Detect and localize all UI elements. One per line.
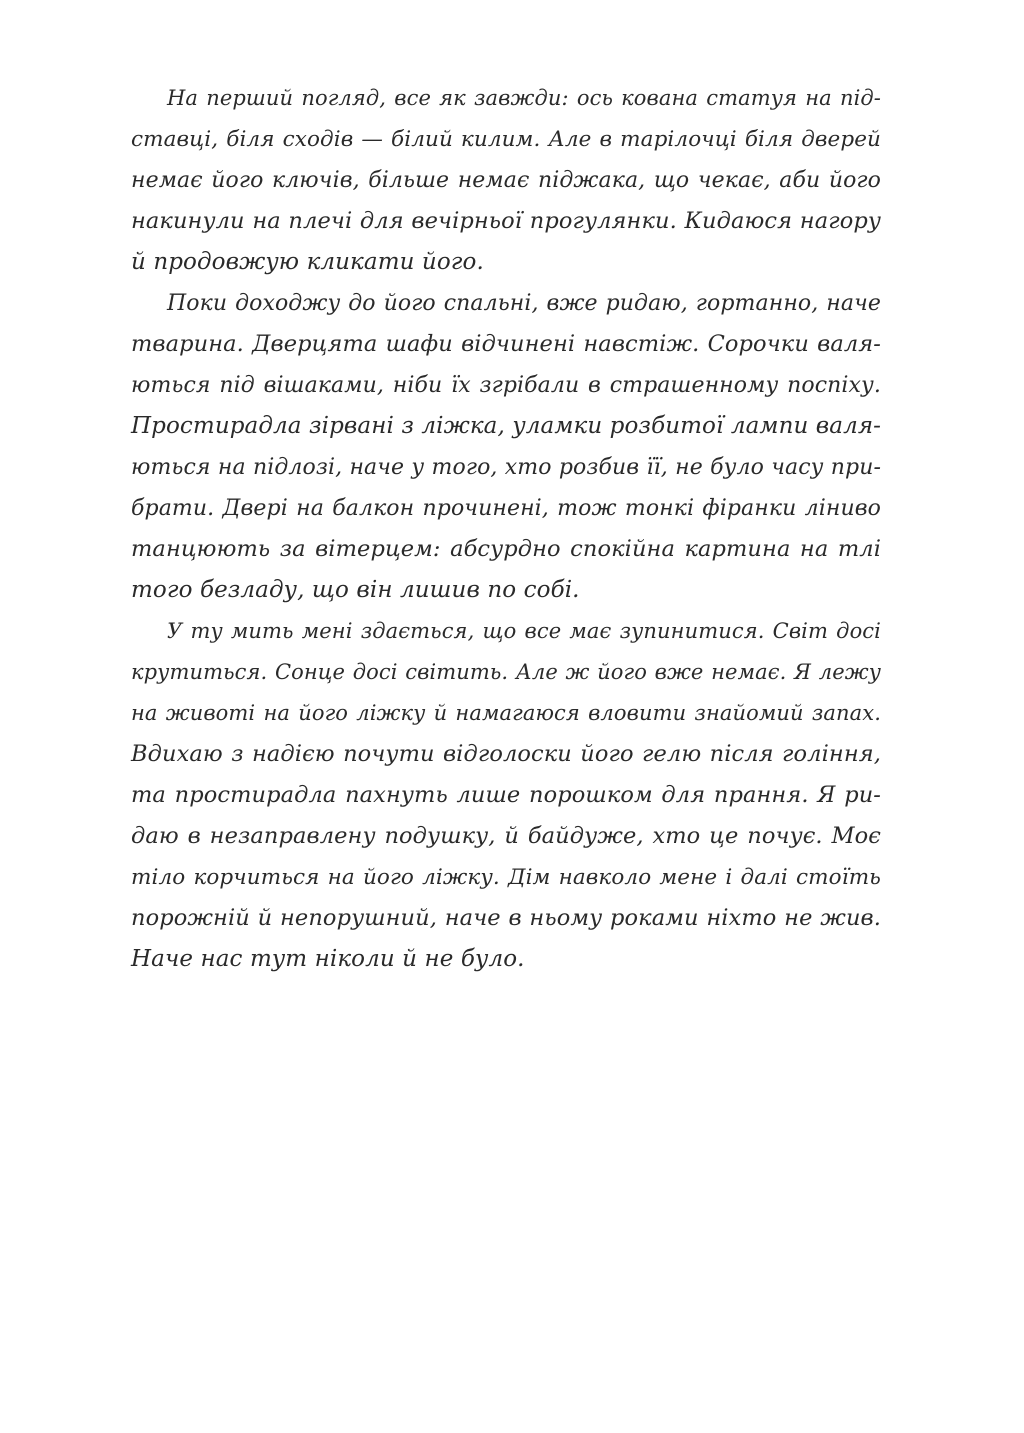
text-line: крутиться. Сонце досі світить. Але ж його вже немає. Я лежу [131,660,881,684]
text-line: на животі на його ліжку й намагаюся вловити знайомий запах. [131,701,881,725]
paragraph-1 [131,78,881,283]
paragraph-2 [131,283,881,611]
text-line: даю в незаправлену подушку, й байдуже, хто це почує. Моє [131,823,881,849]
text-line: Наче нас тут ніколи й не було. [131,946,525,972]
text-line: й продовжую кликати його. [131,249,484,275]
text-line: тварина. Дверцята шафи відчинені навстіж. Сорочки валя- [131,331,881,357]
text-line: Простирадла зірвані з ліжка, уламки розбитої лампи валя- [131,413,882,439]
text-line: тіло корчиться на його ліжку. Дім навколо мене і далі стоїть [131,865,881,890]
body-text [131,78,881,980]
text-line: та простирадла пахнуть лише порошком для прання. Я ри- [131,782,881,808]
text-line: немає його ключів, більше немає піджака, що чекає, аби його [131,168,881,193]
text-line: танцюють за вітерцем: абсурдно спокійна картина на тлі [131,536,881,562]
text-line: накинули на плечі для вечірньої прогулянки. Кидаюся нагору [131,208,881,234]
paragraph-3 [131,611,881,980]
text-line: Вдихаю з надією почути відголоски його гелю після гоління, [131,741,881,767]
text-line: ються під вішаками, ніби їх згрібали в страшенному поспіху. [131,373,881,398]
text-line: ються на підлозі, наче у того, хто розбив її, не було часу при- [131,455,881,480]
text-line: Поки доходжу до його спальні, вже ридаю, гортанно, наче [167,291,881,316]
text-line: брати. Двері на балкон прочинені, тож тонкі фіранки ліниво [131,496,881,521]
text-line: порожній й непорушний, наче в ньому роками ніхто не жив. [131,905,881,931]
text-line: У ту мить мені здається, що все має зупинитися. Світ досі [167,619,881,643]
text-line: ставці, біля сходів — білий килим. Але в тарілочці біля дверей [131,127,881,152]
text-line: На перший погляд, все як завжди: ось кована статуя на під- [167,86,881,110]
text-line: того безладу, що він лишив по собі. [131,577,580,603]
